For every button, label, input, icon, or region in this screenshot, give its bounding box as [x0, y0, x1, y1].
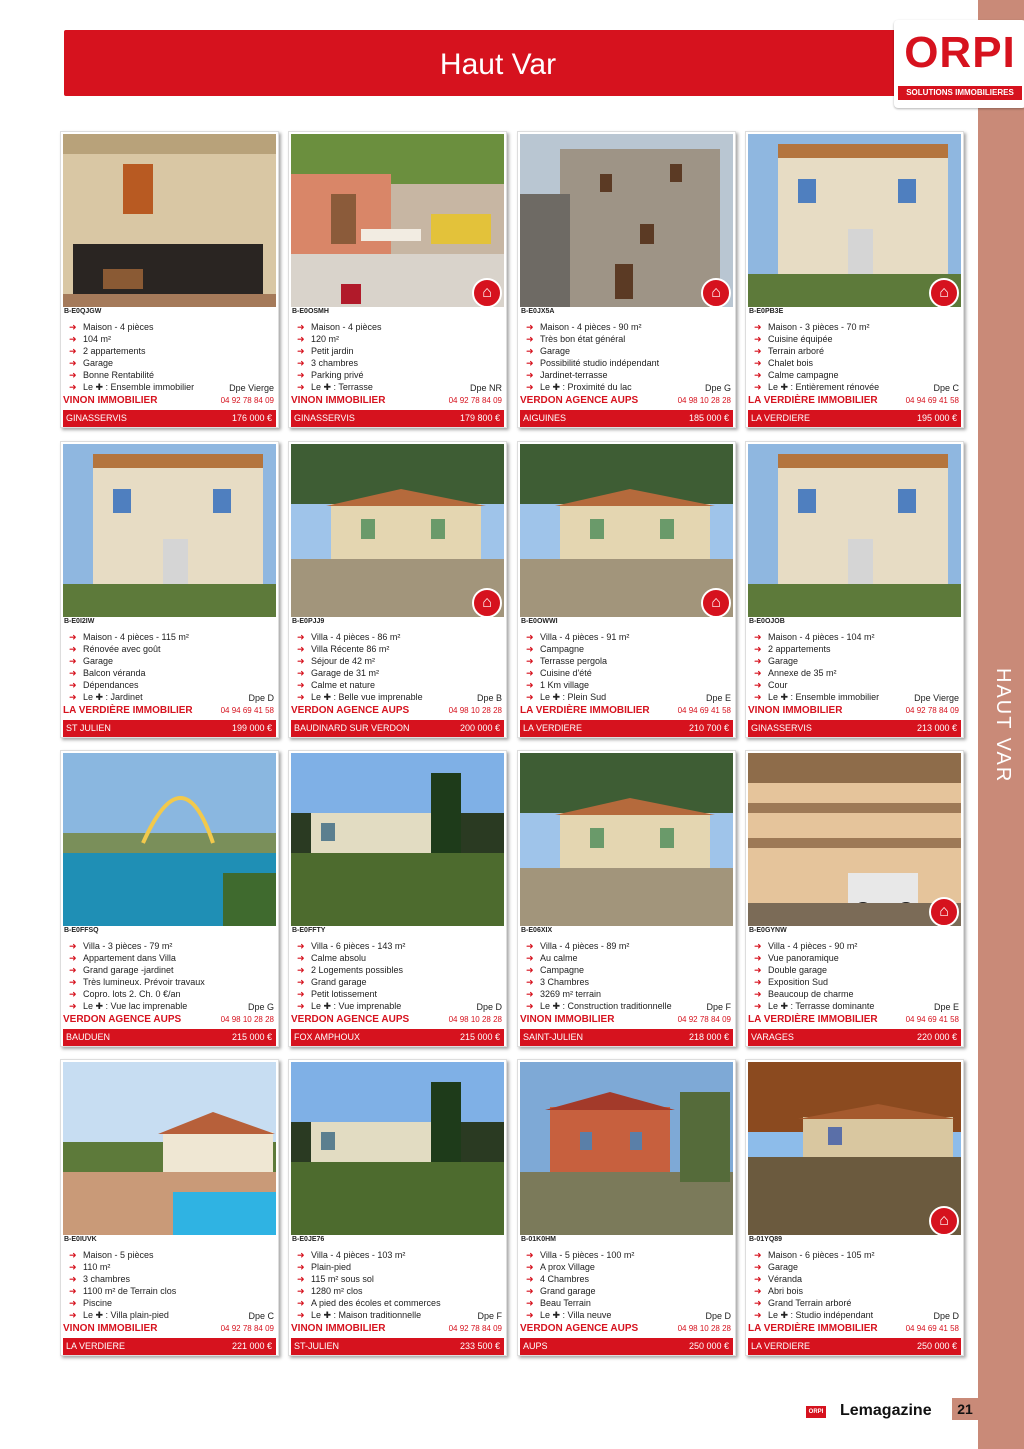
price-bar [63, 720, 276, 737]
listing-ref: B-E0OJOB [749, 618, 785, 625]
feature-item: ➜ Le ✚ : Terrasse dominante [750, 1000, 960, 1012]
city: LA VERDIERE [751, 1341, 811, 1351]
price-bar [63, 410, 276, 427]
city: SAINT-JULIEN [523, 1032, 584, 1042]
house-icon: ⌂ [929, 897, 959, 927]
feature-item: ➜ Piscine [65, 1297, 275, 1309]
feature-item: ➜ Villa - 4 pièces - 91 m² [522, 631, 732, 643]
price-bar [748, 720, 961, 737]
feature-item: ➜ Le ✚ : Entièrement rénovée [750, 381, 960, 393]
dpe-rating: Dpe Vierge [229, 383, 274, 393]
house-icon: ⌂ [929, 278, 959, 308]
property-photo [291, 444, 504, 617]
price: 176 000 € [231, 413, 272, 423]
listing-card[interactable] [517, 1059, 736, 1356]
house-icon: ⌂ [701, 588, 731, 618]
agency-phone[interactable]: 04 92 78 84 09 [220, 1324, 274, 1333]
agency-phone[interactable]: 04 94 69 41 58 [220, 706, 274, 715]
listing-card[interactable] [745, 750, 964, 1047]
feature-item: ➜ 4 Chambres [522, 1273, 732, 1285]
feature-item: ➜ Villa - 5 pièces - 100 m² [522, 1249, 732, 1261]
agency-phone[interactable]: 04 94 69 41 58 [905, 1015, 959, 1024]
feature-item: ➜ Grand Terrain arboré [750, 1297, 960, 1309]
house-icon: ⌂ [472, 588, 502, 618]
feature-item: ➜ Le ✚ : Belle vue imprenable [293, 691, 503, 703]
feature-item: ➜ Villa - 4 pièces - 90 m² [750, 940, 960, 952]
feature-item: ➜ Le ✚ : Plein Sud [522, 691, 732, 703]
agency-name[interactable]: VINON IMMOBILIER [748, 705, 843, 716]
agency-phone[interactable]: 04 92 78 84 09 [677, 1015, 731, 1024]
feature-item: ➜ Possibilité studio indépendant [522, 357, 732, 369]
feature-item: ➜ Beaucoup de charme [750, 988, 960, 1000]
feature-item: ➜ Le ✚ : Jardinet [65, 691, 275, 703]
listing-card[interactable] [60, 131, 279, 428]
feature-item: ➜ Villa - 4 pièces - 86 m² [293, 631, 503, 643]
feature-item: ➜ Très bon état général [522, 333, 732, 345]
price: 179 800 € [459, 413, 500, 423]
agency-name[interactable]: VINON IMMOBILIER [63, 1323, 158, 1334]
dpe-rating: Dpe D [933, 1311, 959, 1321]
feature-item: ➜ Le ✚ : Maison traditionnelle [293, 1309, 503, 1321]
property-photo [748, 753, 961, 926]
feature-item: ➜ Dépendances [65, 679, 275, 691]
feature-item: ➜ 1280 m² clos [293, 1285, 503, 1297]
feature-item: ➜ Garage [750, 655, 960, 667]
feature-item: ➜ Villa - 6 pièces - 143 m² [293, 940, 503, 952]
price: 250 000 € [688, 1341, 729, 1351]
agency-name[interactable]: LA VERDIÈRE IMMOBILIER [748, 1014, 878, 1025]
property-photo [63, 1062, 276, 1235]
feature-item: ➜ Villa - 4 pièces - 89 m² [522, 940, 732, 952]
price: 215 000 € [459, 1032, 500, 1042]
agency-name[interactable]: VINON IMMOBILIER [63, 395, 158, 406]
property-photo [520, 444, 733, 617]
feature-item: ➜ Campagne [522, 964, 732, 976]
property-photo [520, 134, 733, 307]
listing-card[interactable] [517, 131, 736, 428]
agency-phone[interactable]: 04 98 10 28 28 [220, 1015, 274, 1024]
price: 213 000 € [916, 723, 957, 733]
listing-ref: B-E0FFTY [292, 927, 326, 934]
price: 220 000 € [916, 1032, 957, 1042]
listing-ref: B-E0OWWI [521, 618, 558, 625]
feature-item: ➜ Grand garage -jardinet [65, 964, 275, 976]
city: LA VERDIERE [523, 723, 583, 733]
feature-item: ➜ Abri bois [750, 1285, 960, 1297]
feature-list [522, 940, 732, 1012]
feature-item: ➜ Maison - 4 pièces [293, 321, 503, 333]
dpe-rating: Dpe E [705, 693, 731, 703]
feature-item: ➜ Maison - 4 pièces - 104 m² [750, 631, 960, 643]
feature-item: ➜ Maison - 5 pièces [65, 1249, 275, 1261]
feature-item: ➜ Villa Récente 86 m² [293, 643, 503, 655]
feature-item: ➜ 3269 m² terrain [522, 988, 732, 1000]
feature-item: ➜ Calme absolu [293, 952, 503, 964]
feature-item: ➜ Terrain arboré [750, 345, 960, 357]
feature-item: ➜ Petit lotissement [293, 988, 503, 1000]
city: FOX AMPHOUX [294, 1032, 361, 1042]
property-photo [291, 753, 504, 926]
agency-phone[interactable]: 04 94 69 41 58 [905, 1324, 959, 1333]
feature-item: ➜ Balcon véranda [65, 667, 275, 679]
listing-card[interactable] [288, 750, 507, 1047]
listing-ref: B-E0JX5A [521, 308, 555, 315]
city: AIGUINES [523, 413, 567, 423]
feature-item: ➜ Bonne Rentabilité [65, 369, 275, 381]
listing-card[interactable] [288, 1059, 507, 1356]
agency-name[interactable]: LA VERDIÈRE IMMOBILIER [520, 705, 650, 716]
city: ST JULIEN [66, 723, 111, 733]
price: 233 500 € [459, 1341, 500, 1351]
feature-item: ➜ Maison - 4 pièces [65, 321, 275, 333]
price-bar [520, 1029, 733, 1046]
city: LA VERDIERE [751, 413, 811, 423]
price-bar [291, 720, 504, 737]
feature-item: ➜ Cour [750, 679, 960, 691]
feature-item: ➜ Le ✚ : Villa neuve [522, 1309, 732, 1321]
listing-ref: B-01K0HM [521, 1236, 557, 1243]
feature-item: ➜ Chalet bois [750, 357, 960, 369]
listing-ref: B-E0PB3E [749, 308, 784, 315]
house-icon: ⌂ [472, 278, 502, 308]
price: 195 000 € [916, 413, 957, 423]
feature-list [750, 1249, 960, 1321]
dpe-rating: Dpe D [476, 1002, 502, 1012]
feature-item: ➜ Campagne [522, 643, 732, 655]
listing-card[interactable] [288, 131, 507, 428]
listing-card[interactable] [745, 131, 964, 428]
feature-list [750, 940, 960, 1012]
listing-ref: B-E06XIX [521, 927, 553, 934]
price-bar [520, 410, 733, 427]
property-photo [520, 753, 733, 926]
agency-name[interactable]: LA VERDIÈRE IMMOBILIER [748, 395, 878, 406]
listing-ref: B-E0OSMH [292, 308, 329, 315]
city: BAUDINARD SUR VERDON [294, 723, 410, 733]
listing-ref: B-E0PJJ9 [292, 618, 325, 625]
feature-item: ➜ Maison - 4 pièces - 90 m² [522, 321, 732, 333]
listing-ref: B-E0JE76 [292, 1236, 325, 1243]
dpe-rating: Dpe D [248, 693, 274, 703]
feature-item: ➜ 3 chambres [65, 1273, 275, 1285]
listing-ref: B-01YQ89 [749, 1236, 783, 1243]
orpi-logo: ORPI SOLUTIONS IMMOBILIERES [894, 20, 1024, 108]
feature-item: ➜ Appartement dans Villa [65, 952, 275, 964]
price-bar [63, 1338, 276, 1355]
feature-item: ➜ Au calme [522, 952, 732, 964]
feature-item: ➜ 1100 m² de Terrain clos [65, 1285, 275, 1297]
agency-name[interactable]: VINON IMMOBILIER [520, 1014, 615, 1025]
dpe-rating: Dpe D [705, 1311, 731, 1321]
property-photo [748, 444, 961, 617]
feature-item: ➜ Cuisine d'été [522, 667, 732, 679]
feature-item: ➜ Calme campagne [750, 369, 960, 381]
feature-item: ➜ Très lumineux. Prévoir travaux [65, 976, 275, 988]
feature-list [65, 940, 275, 1012]
dpe-rating: Dpe E [933, 1002, 959, 1012]
listing-ref: B-E0FFSQ [64, 927, 99, 934]
feature-item: ➜ A pied des écoles et commerces [293, 1297, 503, 1309]
agency-phone[interactable]: 04 94 69 41 58 [905, 396, 959, 405]
feature-item: ➜ Villa - 3 pièces - 79 m² [65, 940, 275, 952]
listing-ref: B-E0I2IW [64, 618, 95, 625]
listing-card[interactable] [745, 441, 964, 738]
feature-item: ➜ 120 m² [293, 333, 503, 345]
feature-list [293, 1249, 503, 1321]
price: 221 000 € [231, 1341, 272, 1351]
feature-item: ➜ Parking privé [293, 369, 503, 381]
agency-name[interactable]: VERDON AGENCE AUPS [520, 1323, 639, 1334]
dpe-rating: Dpe C [248, 1311, 274, 1321]
feature-item: ➜ Séjour de 42 m² [293, 655, 503, 667]
feature-list [65, 1249, 275, 1321]
agency-name[interactable]: VERDON AGENCE AUPS [63, 1014, 182, 1025]
listing-card[interactable] [745, 1059, 964, 1356]
city: GINASSERVIS [751, 723, 812, 733]
feature-item: ➜ Villa - 4 pièces - 103 m² [293, 1249, 503, 1261]
feature-item: ➜ Garage [522, 345, 732, 357]
agency-name[interactable]: VERDON AGENCE AUPS [291, 1014, 410, 1025]
property-photo [63, 134, 276, 307]
page-title: Haut Var [439, 48, 557, 81]
feature-item: ➜ Maison - 6 pièces - 105 m² [750, 1249, 960, 1261]
property-photo [748, 134, 961, 307]
agency-name[interactable]: LA VERDIÈRE IMMOBILIER [748, 1323, 878, 1334]
feature-item: ➜ Vue panoramique [750, 952, 960, 964]
agency-phone[interactable]: 04 94 69 41 58 [677, 706, 731, 715]
feature-item: ➜ Double garage [750, 964, 960, 976]
property-photo [63, 444, 276, 617]
agency-name[interactable]: VERDON AGENCE AUPS [520, 395, 639, 406]
feature-item: ➜ Maison - 3 pièces - 70 m² [750, 321, 960, 333]
feature-item: ➜ Le ✚ : Ensemble immobilier [65, 381, 275, 393]
price-bar [520, 720, 733, 737]
feature-item: ➜ Terrasse pergola [522, 655, 732, 667]
price-bar [520, 1338, 733, 1355]
feature-item: ➜ 2 appartements [65, 345, 275, 357]
feature-item: ➜ Le ✚ : Ensemble immobilier [750, 691, 960, 703]
footer-magazine: Lemagazine [840, 1402, 932, 1419]
agency-name[interactable]: LA VERDIÈRE IMMOBILIER [63, 705, 193, 716]
price-bar [291, 1338, 504, 1355]
feature-item: ➜ Cuisine équipée [750, 333, 960, 345]
dpe-rating: Dpe F [477, 1311, 502, 1321]
footer-brand: ORPI [806, 1406, 826, 1418]
property-photo [291, 1062, 504, 1235]
feature-item: ➜ 2 Logements possibles [293, 964, 503, 976]
agency-phone[interactable]: 04 98 10 28 28 [448, 706, 502, 715]
agency-phone[interactable]: 04 98 10 28 28 [677, 396, 731, 405]
listing-card[interactable] [288, 441, 507, 738]
feature-item: ➜ Copro. lots 2. Ch. 0 €/an [65, 988, 275, 1000]
agency-phone[interactable]: 04 92 78 84 09 [448, 396, 502, 405]
price-bar [291, 1029, 504, 1046]
feature-item: ➜ Garage de 31 m² [293, 667, 503, 679]
feature-list [65, 631, 275, 703]
feature-item: ➜ Calme et nature [293, 679, 503, 691]
page-number: 21 [952, 1398, 978, 1420]
feature-item: ➜ Véranda [750, 1273, 960, 1285]
house-icon: ⌂ [701, 278, 731, 308]
feature-item: ➜ Garage [65, 655, 275, 667]
feature-list [293, 631, 503, 703]
property-photo [748, 1062, 961, 1235]
dpe-rating: Dpe G [704, 383, 731, 393]
dpe-rating: Dpe G [247, 1002, 274, 1012]
agency-phone[interactable]: 04 92 78 84 09 [448, 1324, 502, 1333]
feature-item: ➜ 2 appartements [750, 643, 960, 655]
price: 199 000 € [231, 723, 272, 733]
agency-phone[interactable]: 04 98 10 28 28 [448, 1015, 502, 1024]
listing-ref: B-E0QJGW [64, 308, 102, 315]
price-bar [748, 1029, 961, 1046]
price: 200 000 € [459, 723, 500, 733]
feature-item: ➜ 1 Km village [522, 679, 732, 691]
feature-list [522, 1249, 732, 1321]
price: 210 700 € [688, 723, 729, 733]
price-bar [748, 410, 961, 427]
agency-name[interactable]: VINON IMMOBILIER [291, 395, 386, 406]
listing-card[interactable] [60, 441, 279, 738]
listing-card[interactable] [60, 750, 279, 1047]
city: GINASSERVIS [66, 413, 127, 423]
header-banner [64, 28, 1016, 97]
price: 185 000 € [688, 413, 729, 423]
feature-item: ➜ Jardinet-terrasse [522, 369, 732, 381]
feature-list [522, 631, 732, 703]
side-label: HAUT VAR [992, 668, 1014, 784]
feature-item: ➜ 110 m² [65, 1261, 275, 1273]
feature-list [522, 321, 732, 393]
listing-card[interactable] [60, 1059, 279, 1356]
feature-item: ➜ Le ✚ : Proximité du lac [522, 381, 732, 393]
listing-ref: B-E0IUVK [64, 1236, 97, 1243]
listing-card[interactable] [517, 750, 736, 1047]
dpe-rating: Dpe B [476, 693, 502, 703]
price: 250 000 € [916, 1341, 957, 1351]
feature-item: ➜ Petit jardin [293, 345, 503, 357]
property-photo [63, 753, 276, 926]
dpe-rating: Dpe NR [469, 383, 502, 393]
feature-item: ➜ Le ✚ : Construction traditionnelle [522, 1000, 732, 1012]
city: BAUDUEN [66, 1032, 111, 1042]
feature-item: ➜ Maison - 4 pièces - 115 m² [65, 631, 275, 643]
dpe-rating: Dpe F [706, 1002, 731, 1012]
agency-phone[interactable]: 04 92 78 84 09 [905, 706, 959, 715]
feature-item: ➜ Le ✚ : Villa plain-pied [65, 1309, 275, 1321]
feature-item: ➜ Plain-pied [293, 1261, 503, 1273]
feature-item: ➜ Grand garage [293, 976, 503, 988]
feature-item: ➜ Le ✚ : Terrasse [293, 381, 503, 393]
city: ST-JULIEN [294, 1341, 340, 1351]
feature-item: ➜ 104 m² [65, 333, 275, 345]
feature-item: ➜ Le ✚ : Vue lac imprenable [65, 1000, 275, 1012]
feature-item: ➜ Garage [65, 357, 275, 369]
price: 215 000 € [231, 1032, 272, 1042]
listing-ref: B-E0GYNW [749, 927, 787, 934]
price-bar [748, 1338, 961, 1355]
feature-item: ➜ 3 chambres [293, 357, 503, 369]
feature-item: ➜ Beau Terrain [522, 1297, 732, 1309]
feature-list [750, 321, 960, 393]
city: AUPS [523, 1341, 548, 1351]
feature-item: ➜ Grand garage [522, 1285, 732, 1297]
house-icon: ⌂ [929, 1206, 959, 1236]
feature-item: ➜ Garage [750, 1261, 960, 1273]
price-bar [63, 1029, 276, 1046]
property-photo [291, 134, 504, 307]
dpe-rating: Dpe C [933, 383, 959, 393]
listing-card[interactable] [517, 441, 736, 738]
agency-phone[interactable]: 04 98 10 28 28 [677, 1324, 731, 1333]
property-photo [520, 1062, 733, 1235]
feature-item: ➜ 115 m² sous sol [293, 1273, 503, 1285]
feature-item: ➜ Annexe de 35 m² [750, 667, 960, 679]
city: VARAGES [751, 1032, 794, 1042]
feature-item: ➜ A prox Village [522, 1261, 732, 1273]
feature-item: ➜ Le ✚ : Vue imprenable [293, 1000, 503, 1012]
feature-list [293, 940, 503, 1012]
price-bar [291, 410, 504, 427]
feature-item: ➜ Exposition Sud [750, 976, 960, 988]
city: GINASSERVIS [294, 413, 355, 423]
agency-name[interactable]: VERDON AGENCE AUPS [291, 705, 410, 716]
feature-item: ➜ Rénovée avec goût [65, 643, 275, 655]
city: LA VERDIERE [66, 1341, 126, 1351]
agency-phone[interactable]: 04 92 78 84 09 [220, 396, 274, 405]
feature-item: ➜ Le ✚ : Studio indépendant [750, 1309, 960, 1321]
price: 218 000 € [688, 1032, 729, 1042]
feature-item: ➜ 3 Chambres [522, 976, 732, 988]
dpe-rating: Dpe Vierge [914, 693, 959, 703]
agency-name[interactable]: VINON IMMOBILIER [291, 1323, 386, 1334]
